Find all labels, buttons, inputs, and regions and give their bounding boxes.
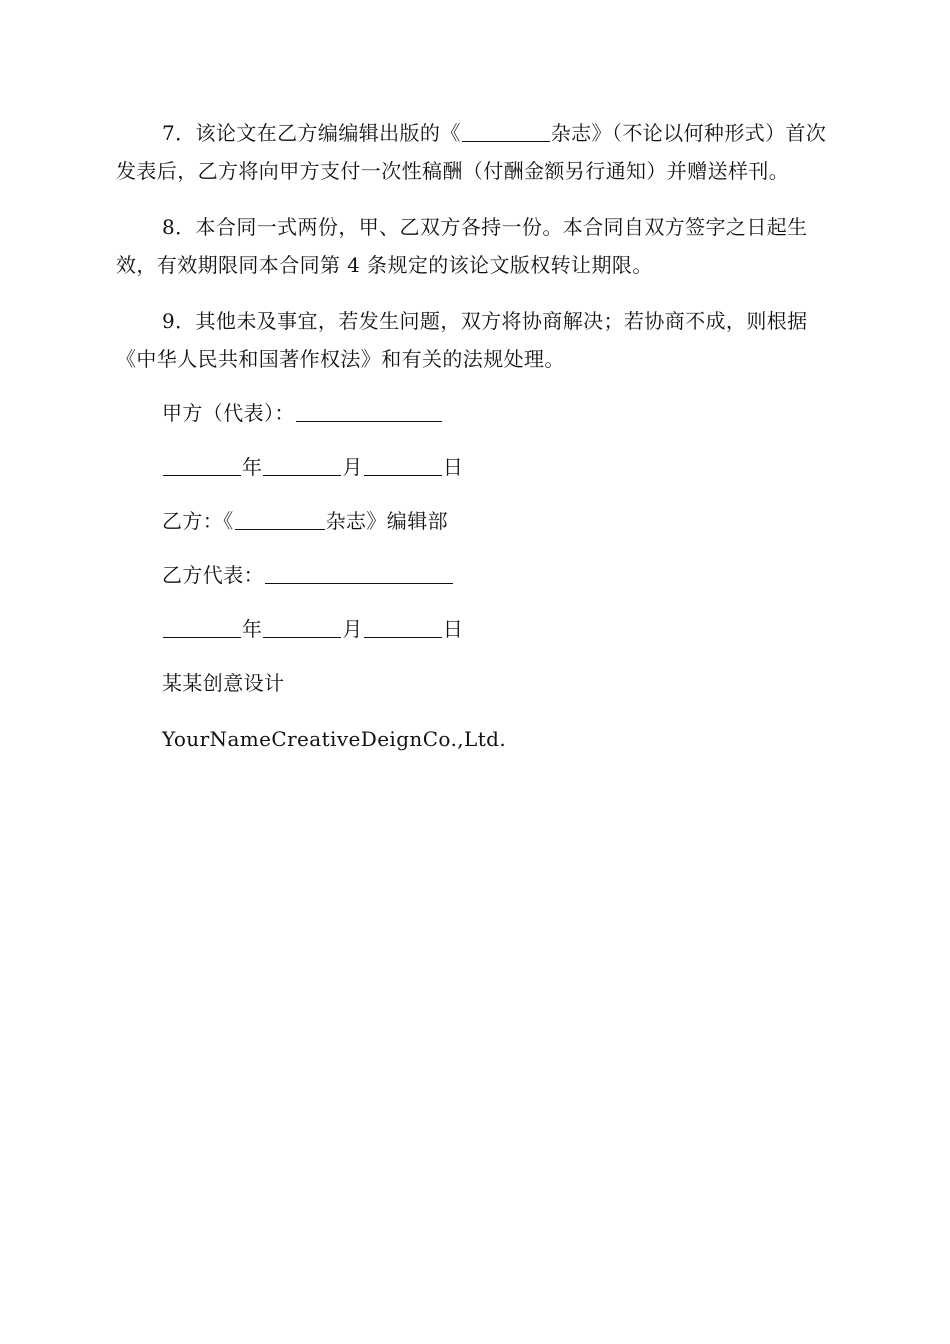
party-b-month-label: 月 bbox=[342, 617, 363, 641]
party-a-year-label: 年 bbox=[242, 455, 263, 479]
party-b-month-blank bbox=[263, 615, 341, 638]
party-a-day-blank bbox=[364, 453, 442, 476]
party-a-date-line bbox=[162, 450, 836, 484]
company-name-chinese: 某某创意设计 bbox=[162, 671, 285, 695]
party-b-rep-label: 乙方代表： bbox=[162, 563, 264, 587]
party-a-label: 甲方（代表）： bbox=[162, 401, 295, 425]
party-b-rep-line bbox=[162, 558, 836, 592]
party-b-year-label: 年 bbox=[242, 617, 263, 641]
magazine-name-blank bbox=[462, 119, 550, 142]
party-b-suffix: 杂志》编辑部 bbox=[325, 509, 449, 533]
party-a-signature-blank bbox=[296, 399, 442, 422]
party-a-day-label: 日 bbox=[442, 455, 464, 479]
party-b-day-blank bbox=[364, 615, 442, 638]
party-b-prefix: 乙方：《 bbox=[162, 509, 234, 533]
party-b-date-line bbox=[162, 612, 836, 646]
clause-8-paragraph: 8．本合同一式两份，甲、乙双方各持一份。本合同自双方签字之日起生效，有效期限同本合同第 4 条规定的该论文版权转让期限。 bbox=[116, 215, 808, 277]
company-name-english: YourNameCreativeDeignCo.,Ltd. bbox=[162, 727, 507, 751]
clause-7-paragraph bbox=[116, 114, 836, 190]
party-b-year-blank bbox=[163, 615, 241, 638]
party-b-day-label: 日 bbox=[442, 617, 464, 641]
party-b-rep-signature-blank bbox=[265, 561, 453, 584]
clause-9-paragraph: 9．其他未及事宜，若发生问题，双方将协商解决；若协商不成，则根据《中华人民共和国著作权法》和有关的法规处理。 bbox=[116, 309, 808, 371]
document-content bbox=[116, 114, 836, 776]
party-a-month-label: 月 bbox=[342, 455, 363, 479]
clause-7-text-after: 杂志》（不论以何种形式）首次发表后，乙方将向甲方支付一次性稿酬（付酬金额另行通知）并赠送样刊。 bbox=[116, 121, 827, 183]
party-b-magazine-blank bbox=[235, 507, 325, 530]
clause-7-text-before: 7．该论文在乙方编编辑出版的《 bbox=[162, 121, 461, 145]
party-a-month-blank bbox=[263, 453, 341, 476]
party-a-signature-line bbox=[162, 396, 836, 430]
party-a-year-blank bbox=[163, 453, 241, 476]
party-b-line bbox=[162, 504, 836, 538]
